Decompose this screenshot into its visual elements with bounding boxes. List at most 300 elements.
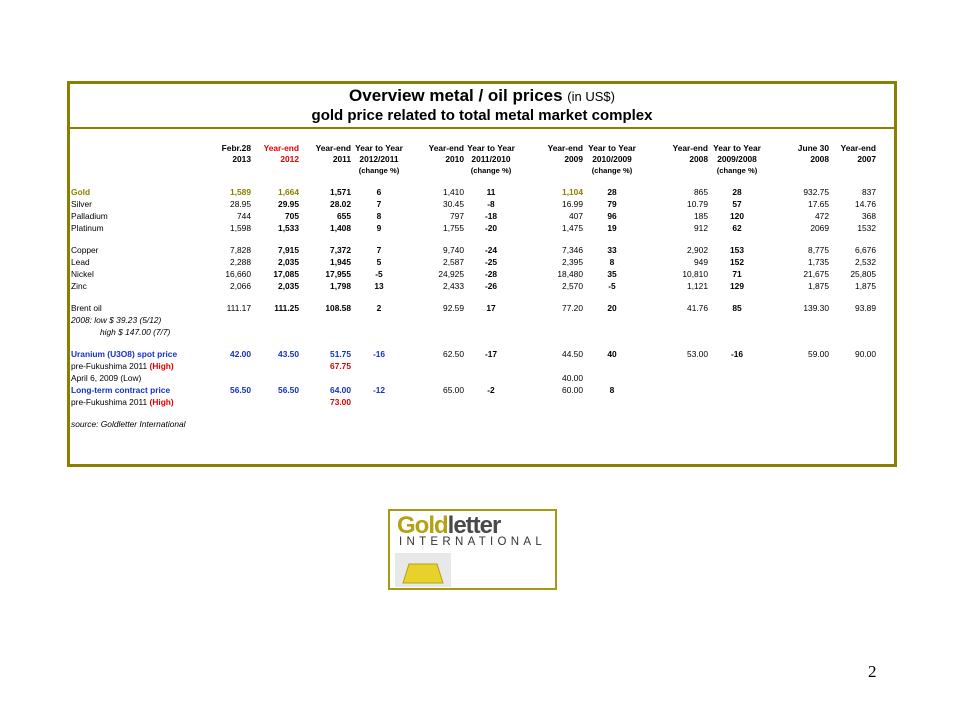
column-header-line1: Year to Year <box>588 143 636 153</box>
table-cell <box>518 396 583 408</box>
table-cell <box>351 372 407 384</box>
table-cell: 1,598 <box>230 223 251 233</box>
table-cell <box>351 418 407 430</box>
column-header-line1: Febr.28 <box>221 143 251 153</box>
column-header-line1: Year-end <box>547 143 583 153</box>
table-cell: -2 <box>487 385 495 395</box>
column-header-line1: June 30 <box>797 143 829 153</box>
source-row <box>71 418 876 430</box>
column-header-line2: 2008 <box>810 154 829 164</box>
table-cell: 7,346 <box>562 245 583 255</box>
table-cell: -17 <box>484 349 498 359</box>
column-header-line2: 2007 <box>857 154 876 164</box>
table-cell: -20 <box>484 223 498 233</box>
table-cell <box>766 314 829 326</box>
logo-wordmark: Goldletter <box>397 512 501 539</box>
table-cell <box>518 326 583 338</box>
column-header <box>766 143 829 176</box>
column-header-line1: Year-end <box>428 143 464 153</box>
table-cell <box>583 372 641 384</box>
table-cell: 2 <box>376 303 382 313</box>
row-label: Nickel <box>71 269 94 279</box>
table-cell <box>583 360 641 372</box>
table-cell: 41.76 <box>687 303 708 313</box>
row-label: Silver <box>71 199 92 209</box>
column-header-line2: 2010 <box>445 154 464 164</box>
table-cell <box>206 326 251 338</box>
table-cell: 40.00 <box>562 373 583 383</box>
column-header-line1: Year to Year <box>355 143 403 153</box>
row-label: Uranium (U3O8) spot price <box>71 349 178 359</box>
table-cell <box>829 418 876 430</box>
page-title: Overview metal / oil prices (in US$) <box>349 86 615 105</box>
table-cell <box>829 372 876 384</box>
table-cell <box>407 372 464 384</box>
table-cell: 17 <box>486 303 496 313</box>
table-cell: 1532 <box>857 223 876 233</box>
title-block <box>70 84 894 129</box>
table-cell: 2,902 <box>687 245 708 255</box>
table-cell <box>206 372 251 384</box>
note-label <box>71 314 206 326</box>
table-cell: 35 <box>607 269 617 279</box>
table-cell: 44.50 <box>562 349 583 359</box>
table-cell <box>251 372 299 384</box>
table-cell: 6,676 <box>855 245 876 255</box>
table-cell: 407 <box>569 211 583 221</box>
table-cell <box>299 418 351 430</box>
table-cell: 13 <box>374 281 384 291</box>
table-cell: 77.20 <box>562 303 583 313</box>
table-cell: 96 <box>607 211 617 221</box>
table-cell <box>708 326 766 338</box>
table-cell: 67.75 <box>330 361 351 371</box>
table-cell: 108.58 <box>325 303 351 313</box>
table-cell <box>708 396 766 408</box>
row-label: Palladium <box>71 211 108 221</box>
row-label: Brent oil <box>71 303 102 313</box>
table-cell: 2,587 <box>443 257 464 267</box>
table-cell <box>251 314 299 326</box>
table-cell: 30.45 <box>443 199 464 209</box>
table-cell: 120 <box>730 211 744 221</box>
table-cell: -28 <box>484 269 498 279</box>
table-row-copper <box>71 244 876 256</box>
table-cell <box>407 326 464 338</box>
table-cell <box>829 326 876 338</box>
column-header-line1: Year-end <box>315 143 351 153</box>
table-cell <box>251 396 299 408</box>
table-cell: -25 <box>484 257 498 267</box>
table-cell: 1,571 <box>330 187 351 197</box>
row-label: Gold <box>71 187 91 197</box>
table-cell <box>766 372 829 384</box>
table-cell: -5 <box>608 281 616 291</box>
table-cell <box>206 418 251 430</box>
table-row-brent <box>71 302 876 314</box>
note-label <box>71 396 206 408</box>
note-label <box>71 360 206 372</box>
table-row-gold <box>71 186 876 198</box>
table-cell: 865 <box>694 187 708 197</box>
note-text: source: Goldletter International <box>71 419 186 429</box>
column-header-line1: Year-end <box>263 143 299 153</box>
table-cell: 8 <box>609 257 615 267</box>
table-row-platinum <box>71 222 876 234</box>
table-cell: 2,570 <box>562 281 583 291</box>
note-oil-high <box>71 326 876 338</box>
table-cell: 797 <box>450 211 464 221</box>
row-label: Copper <box>71 245 99 255</box>
high-tag: (High) <box>149 397 174 407</box>
table-cell: 949 <box>694 257 708 267</box>
table-cell: 10,810 <box>682 269 708 279</box>
table-cell <box>766 384 829 396</box>
column-header-unit: (change %) <box>591 166 633 175</box>
table-cell: 24,925 <box>438 269 464 279</box>
column-header-line1: Year-end <box>840 143 876 153</box>
table-cell: 1,475 <box>562 223 583 233</box>
table-cell <box>251 418 299 430</box>
table-cell: 21,675 <box>803 269 829 279</box>
table-cell: 17,955 <box>325 269 351 279</box>
header-row <box>71 143 876 176</box>
table-cell: 28 <box>607 187 617 197</box>
table-cell <box>829 360 876 372</box>
table-cell: 65.00 <box>443 385 464 395</box>
table-cell: 62.50 <box>443 349 464 359</box>
table-cell: 111.25 <box>274 303 299 313</box>
table-cell: 79 <box>607 199 617 209</box>
table-cell: 111.17 <box>226 303 251 313</box>
note-label <box>71 372 206 384</box>
row-label: Zinc <box>71 281 87 291</box>
table-cell <box>206 396 251 408</box>
table-cell: 16.99 <box>562 199 583 209</box>
table-cell <box>464 314 518 326</box>
table-cell <box>766 326 829 338</box>
table-cell <box>518 314 583 326</box>
table-cell: 7,915 <box>278 245 299 255</box>
table-cell <box>708 314 766 326</box>
table-cell <box>407 396 464 408</box>
column-header-line1: Year to Year <box>713 143 761 153</box>
table-cell: 56.50 <box>278 385 299 395</box>
table-cell <box>518 418 583 430</box>
column-header <box>299 143 351 176</box>
table-cell <box>351 396 407 408</box>
table-cell <box>351 326 407 338</box>
table-cell: 5 <box>376 257 382 267</box>
table-cell: 43.50 <box>278 349 299 359</box>
table-cell <box>829 384 876 396</box>
table-row-longterm <box>71 384 876 396</box>
table-cell <box>583 326 641 338</box>
table-cell <box>641 360 708 372</box>
table-cell: 1,589 <box>230 187 251 197</box>
table-cell: 7 <box>376 199 382 209</box>
table-cell: 51.75 <box>330 349 351 359</box>
table-cell <box>708 360 766 372</box>
table-cell <box>766 360 829 372</box>
table-cell: 93.89 <box>855 303 876 313</box>
table-row-silver <box>71 198 876 210</box>
table-cell: 7,372 <box>330 245 351 255</box>
table-cell: 912 <box>694 223 708 233</box>
table-cell: 2,288 <box>230 257 251 267</box>
table-cell: -16 <box>372 349 386 359</box>
column-header-unit: (change %) <box>716 166 758 175</box>
column-header-line2: 2009 <box>564 154 583 164</box>
gold-bar-icon <box>395 553 451 587</box>
table-cell <box>299 326 351 338</box>
table-cell: 62 <box>732 223 742 233</box>
note-longterm-fukushima <box>71 396 876 408</box>
table-cell: 33 <box>607 245 617 255</box>
table-cell <box>464 396 518 408</box>
note-april-2009 <box>71 372 876 384</box>
high-tag: (High) <box>149 361 174 371</box>
table-cell: 2,395 <box>562 257 583 267</box>
note-oil-low <box>71 314 876 326</box>
table-cell: 139.30 <box>803 303 829 313</box>
table-cell <box>583 396 641 408</box>
table-cell: 2,433 <box>443 281 464 291</box>
column-header-line2: 2008 <box>689 154 708 164</box>
table-cell: 152 <box>730 257 744 267</box>
column-header-line2: 2012/2011 <box>359 154 399 164</box>
table-cell <box>641 396 708 408</box>
table-cell: -26 <box>484 281 498 291</box>
table-cell <box>299 314 351 326</box>
table-cell <box>251 360 299 372</box>
table-cell: 71 <box>732 269 742 279</box>
table-cell: 19 <box>607 223 617 233</box>
table-cell: 8,775 <box>808 245 829 255</box>
table-cell <box>299 372 351 384</box>
table-cell: 14.76 <box>855 199 876 209</box>
logo-tagline: INTERNATIONAL <box>399 536 547 548</box>
table-cell: 129 <box>730 281 744 291</box>
table-cell <box>766 418 829 430</box>
column-header-line1: Year-end <box>672 143 708 153</box>
table-row-zinc <box>71 280 876 292</box>
table-cell: 60.00 <box>562 385 583 395</box>
table-cell: -16 <box>730 349 744 359</box>
column-header-line2: 2011/2010 <box>471 154 511 164</box>
table-cell: 8 <box>376 211 382 221</box>
column-header <box>464 143 518 176</box>
table-cell: 8 <box>609 385 615 395</box>
table-cell <box>351 314 407 326</box>
table-cell: 17.65 <box>808 199 829 209</box>
table-cell: 9 <box>376 223 382 233</box>
table-cell: 56.50 <box>230 385 251 395</box>
table-cell <box>829 396 876 408</box>
table-cell <box>351 360 407 372</box>
table-cell: 85 <box>732 303 742 313</box>
table-cell: 7,828 <box>230 245 251 255</box>
column-header <box>829 143 876 176</box>
table-cell: 705 <box>285 211 299 221</box>
table-cell: 42.00 <box>230 349 251 359</box>
table-cell: 73.00 <box>330 397 351 407</box>
column-header-unit: (change %) <box>358 166 400 175</box>
column-header-line2: 2012 <box>280 154 299 164</box>
column-header-line2: 2013 <box>232 154 251 164</box>
table-row-lead <box>71 256 876 268</box>
table-cell <box>464 418 518 430</box>
title-unit: (in US$) <box>567 89 615 104</box>
column-header <box>251 143 299 176</box>
table-cell: 1,121 <box>687 281 708 291</box>
table-cell: -18 <box>484 211 498 221</box>
table-cell: 92.59 <box>443 303 464 313</box>
table-cell: 28.02 <box>330 199 351 209</box>
table-cell <box>708 418 766 430</box>
row-label: Platinum <box>71 223 104 233</box>
table-cell <box>407 418 464 430</box>
table-cell <box>641 314 708 326</box>
table-cell: 7 <box>376 245 382 255</box>
table-cell: 153 <box>730 245 744 255</box>
column-header <box>351 143 407 176</box>
column-header <box>583 143 641 176</box>
table-cell: 25,805 <box>850 269 876 279</box>
column-header-line2: 2011 <box>332 154 351 164</box>
table-cell: 185 <box>694 211 708 221</box>
table-cell <box>464 372 518 384</box>
table-cell <box>206 314 251 326</box>
table-cell: 1,664 <box>278 187 299 197</box>
table-cell: 20 <box>607 303 617 313</box>
column-header-line2: 2009/2008 <box>717 154 757 164</box>
row-label: Long-term contract price <box>71 385 171 395</box>
spacer-row <box>71 338 876 348</box>
table-row-nickel <box>71 268 876 280</box>
table-cell: 2,066 <box>230 281 251 291</box>
table-cell: 1,875 <box>855 281 876 291</box>
table-cell: -24 <box>484 245 498 255</box>
table-cell <box>407 360 464 372</box>
table-cell <box>206 360 251 372</box>
table-cell: 53.00 <box>687 349 708 359</box>
page-subtitle: gold price related to total metal market complex <box>311 107 653 124</box>
table-cell: 368 <box>862 211 876 221</box>
spacer-row <box>71 234 876 244</box>
table-cell: -5 <box>375 269 383 279</box>
table-cell: 28.95 <box>230 199 251 209</box>
table-cell: 90.00 <box>855 349 876 359</box>
table-cell: 9,740 <box>443 245 464 255</box>
table-cell: 29.95 <box>278 199 299 209</box>
table-cell <box>641 326 708 338</box>
table-cell: 1,875 <box>808 281 829 291</box>
table-cell: 837 <box>862 187 876 197</box>
table-cell: 40 <box>607 349 617 359</box>
table-cell <box>583 418 641 430</box>
table-cell <box>464 360 518 372</box>
goldletter-logo <box>388 509 557 590</box>
table-cell: 1,408 <box>330 223 351 233</box>
table-cell: 18,480 <box>557 269 583 279</box>
table-cell <box>641 384 708 396</box>
note-label <box>71 418 206 430</box>
note-text: 2008: low $ 39.23 (5/12) <box>71 315 162 325</box>
table-cell: 2069 <box>810 223 829 233</box>
table-cell: 64.00 <box>330 385 351 395</box>
table-cell: 2,035 <box>278 281 299 291</box>
note-text: pre-Fukushima 2011 <box>71 361 148 371</box>
table-cell <box>407 314 464 326</box>
column-header-unit: (change %) <box>470 166 512 175</box>
column-header-line1: Year to Year <box>467 143 515 153</box>
table-cell <box>708 372 766 384</box>
spacer-row <box>71 408 876 418</box>
column-header <box>407 143 464 176</box>
table-cell <box>251 326 299 338</box>
table-cell: -12 <box>372 385 386 395</box>
column-header <box>206 143 251 176</box>
table-cell: 59.00 <box>808 349 829 359</box>
column-header-line2: 2010/2009 <box>592 154 632 164</box>
table-cell: 1,533 <box>278 223 299 233</box>
table-cell: 932.75 <box>803 187 829 197</box>
note-text: April 6, 2009 (Low) <box>71 373 142 383</box>
table-cell: 6 <box>376 187 382 197</box>
table-cell <box>464 326 518 338</box>
table-row-palladium <box>71 210 876 222</box>
table-cell: 17,085 <box>273 269 299 279</box>
column-header <box>708 143 766 176</box>
note-uranium-fukushima <box>71 360 876 372</box>
table-cell <box>641 372 708 384</box>
table-cell: 1,755 <box>443 223 464 233</box>
table-cell: 1,104 <box>562 187 583 197</box>
table-cell <box>766 396 829 408</box>
column-header <box>641 143 708 176</box>
page-number: 2 <box>868 662 877 681</box>
table-cell <box>641 418 708 430</box>
table-cell: 57 <box>732 199 742 209</box>
table-cell <box>583 314 641 326</box>
note-label <box>71 326 206 338</box>
table-cell: 655 <box>337 211 351 221</box>
table-cell: 744 <box>237 211 251 221</box>
metal-prices-table <box>71 143 876 430</box>
note-text: high $ 147.00 (7/7) <box>100 327 171 337</box>
column-header <box>518 143 583 176</box>
table-cell: 28 <box>732 187 742 197</box>
row-label: Lead <box>71 257 90 267</box>
table-cell: 2,035 <box>278 257 299 267</box>
table-cell <box>518 360 583 372</box>
table-cell: 1,945 <box>330 257 351 267</box>
table-cell: 1,410 <box>443 187 464 197</box>
spacer-row <box>71 176 876 186</box>
table-row-uranium <box>71 348 876 360</box>
metal-prices-panel <box>67 81 897 467</box>
table-cell: 16,660 <box>225 269 251 279</box>
table-cell <box>708 384 766 396</box>
table-cell: 1,798 <box>330 281 351 291</box>
table-cell: 2,532 <box>855 257 876 267</box>
header-blank <box>71 143 206 176</box>
table-cell: -8 <box>487 199 495 209</box>
table-cell: 1,735 <box>808 257 829 267</box>
table-cell: 472 <box>815 211 829 221</box>
note-text: pre-Fukushima 2011 <box>71 397 148 407</box>
